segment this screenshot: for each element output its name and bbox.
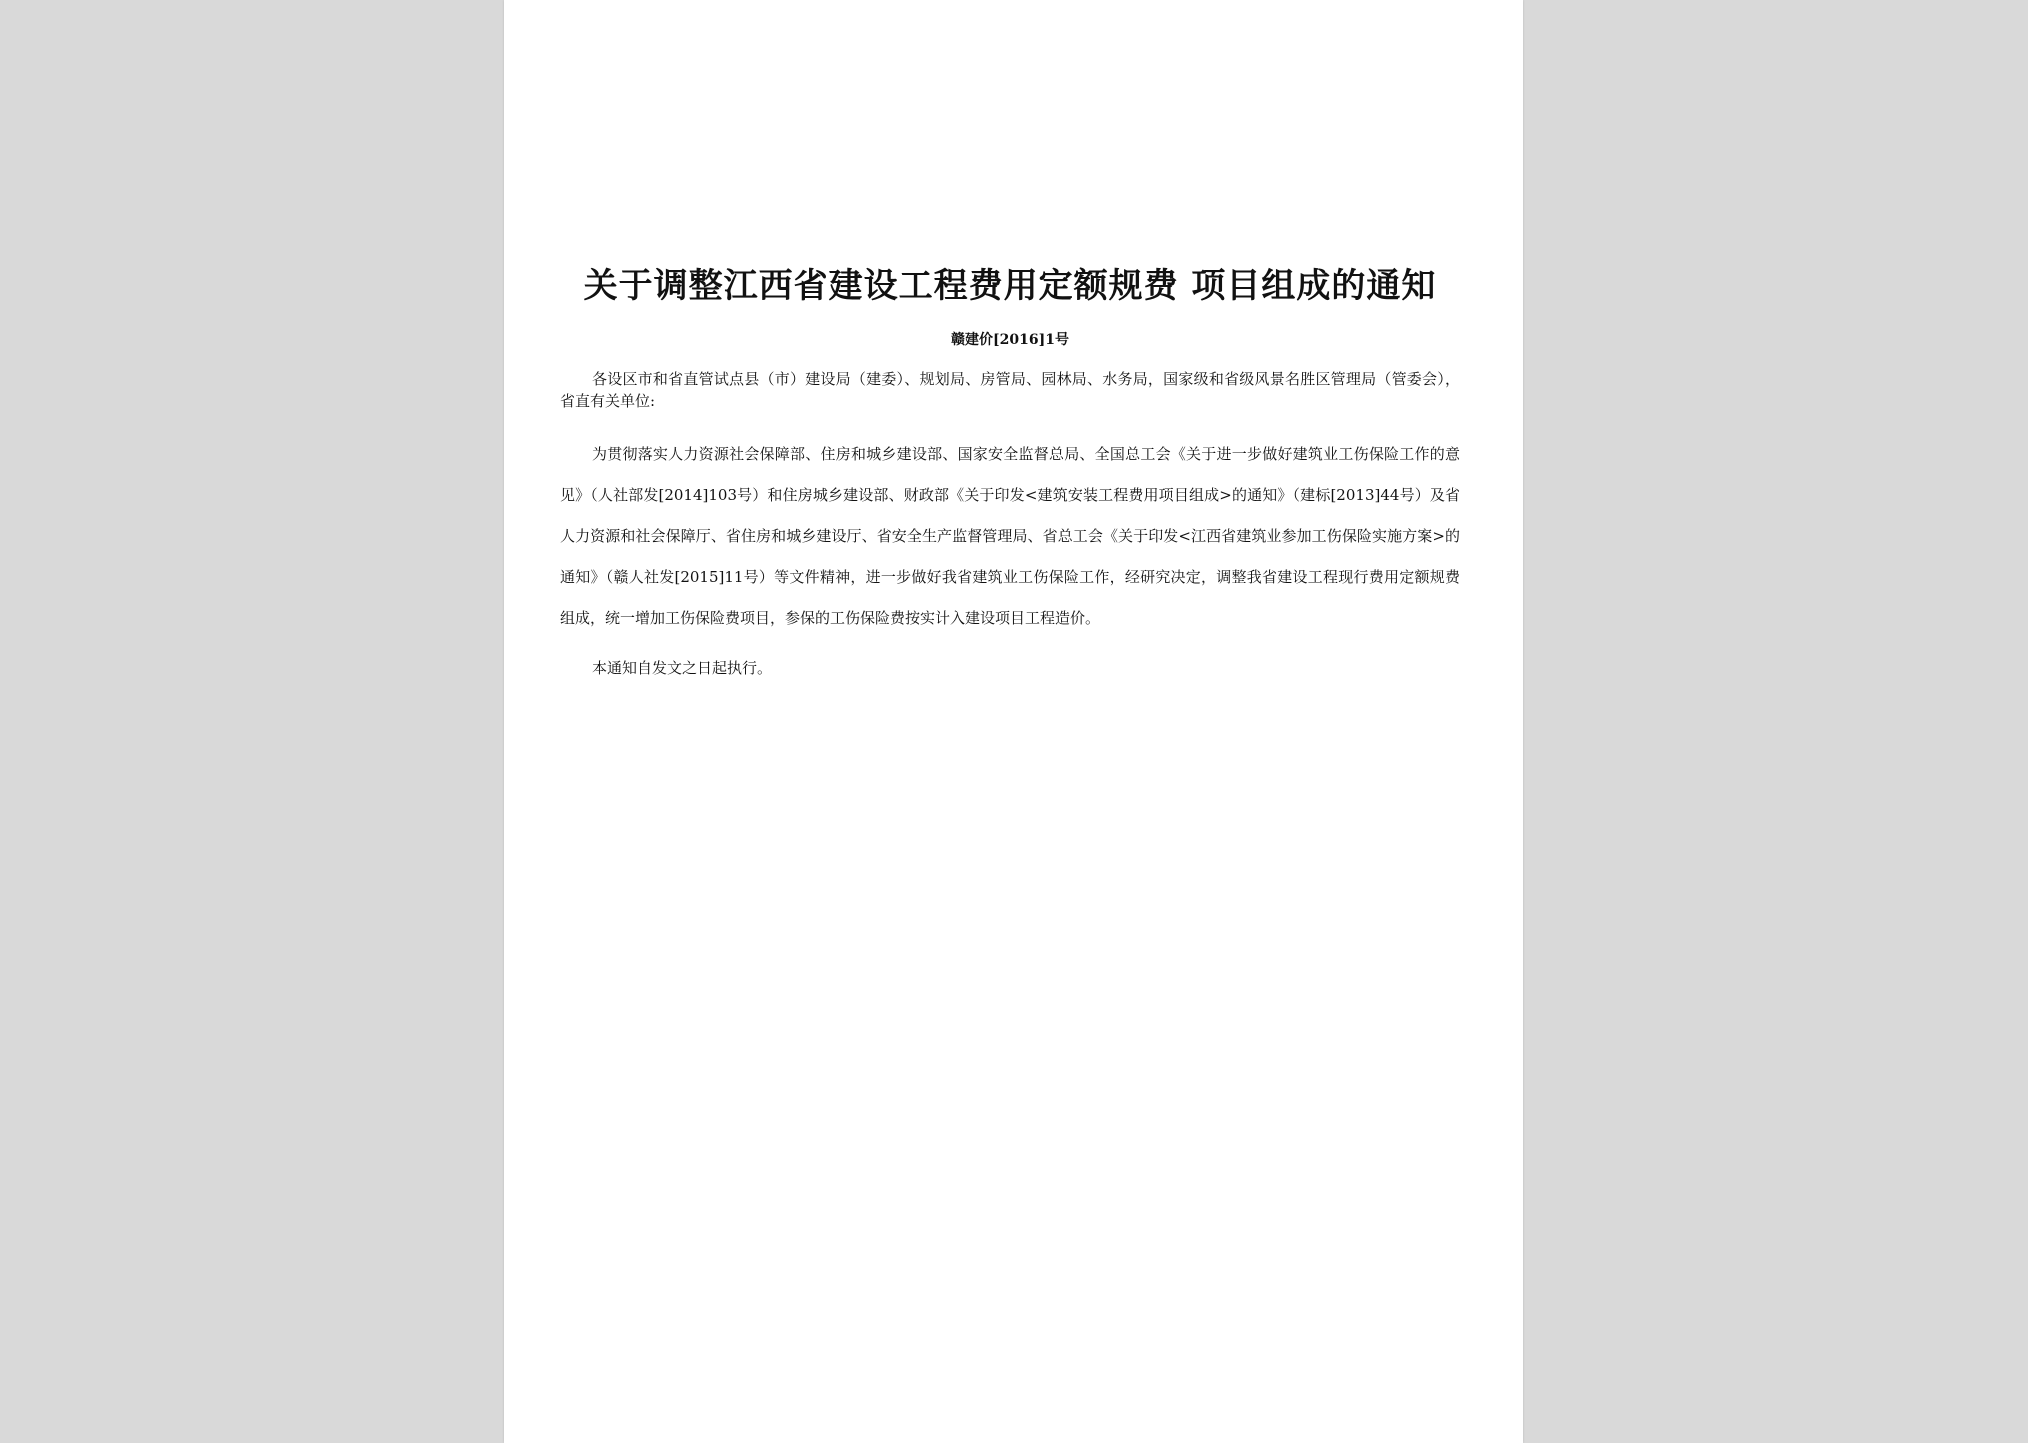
body-paragraph: 为贯彻落实人力资源社会保障部、住房和城乡建设部、国家安全监督总局、全国总工会《关于进一步做好建筑业工伤保险工作的意见》（人社部发[2014]103号）和住房城乡建设部、财政部《关于印发<建筑安装工程费用项目组成>的通知》（建标[2013]44号）及省人力资源和社会保障厅、省住房和城乡建设厅、省安全生产监督管理局、省总工会《关于印发<江西省建筑业参加工伤保险实施方案>的通知》（赣人社发[2015]11号）等文件精神，进一步做好我省建筑业工伤保险工作，经研究决定，调整我省建设工程现行费用定额规费组成，统一增加工伤保险费项目，参保的工伤保险费按实计入建设项目工程造价。: [560, 445, 1460, 627]
addressee-paragraph: 各设区市和省直管试点县（市）建设局（建委）、规划局、房管局、园林局、水务局，国家级和省级风景名胜区管理局（管委会），省直有关单位:: [560, 370, 1460, 410]
closing-paragraph: 本通知自发文之日起执行。: [592, 659, 773, 677]
page-content: [560, 262, 1460, 694]
document-page: [504, 0, 1523, 1443]
document-number: 赣建价[2016]1号: [951, 332, 1069, 348]
document-title: 关于调整江西省建设工程费用定额规费 项目组成的通知: [583, 266, 1437, 306]
